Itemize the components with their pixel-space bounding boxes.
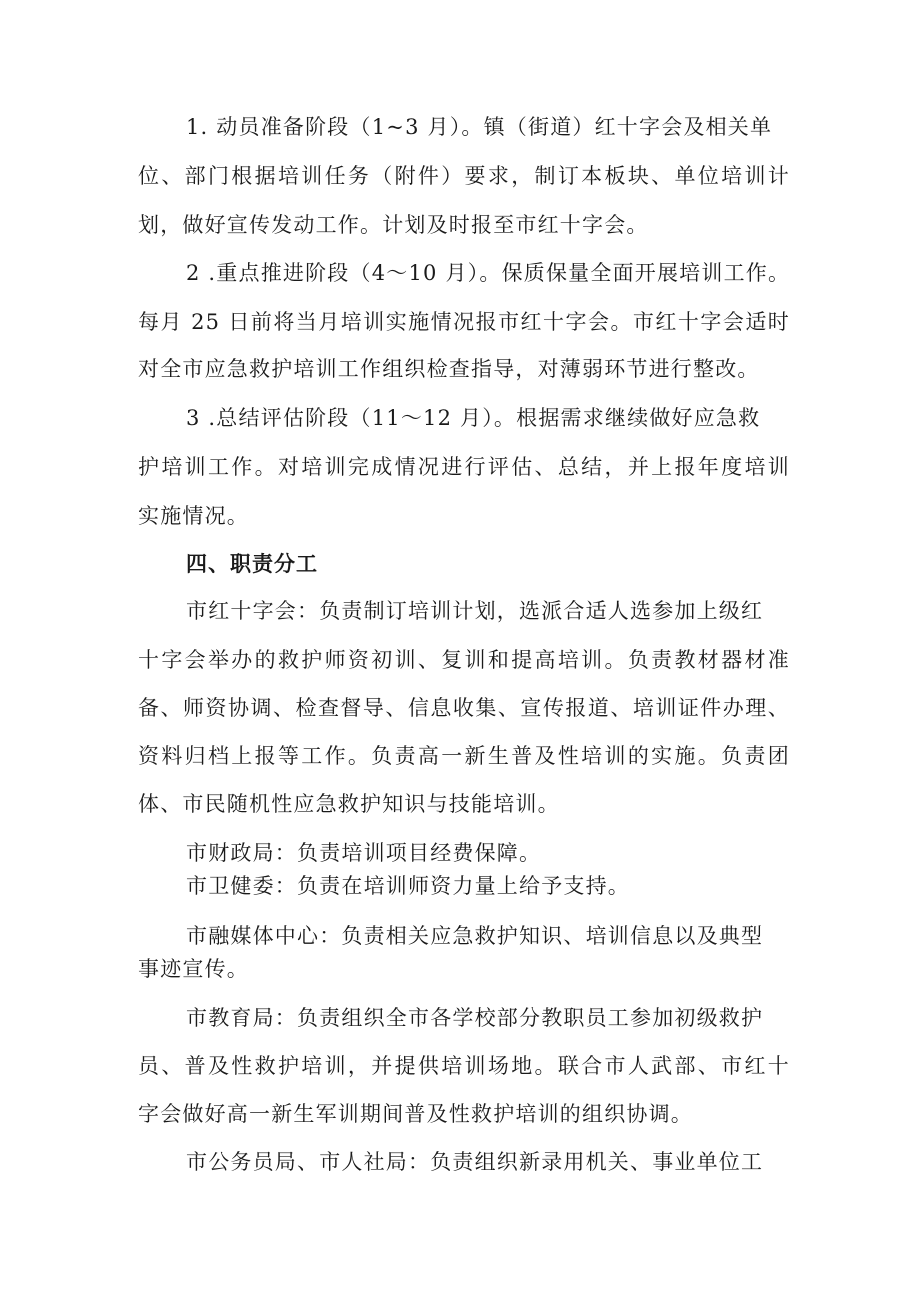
text-line: 字会做好高一新生军训期间普及性救护培训的组织协调。 [138, 1102, 693, 1126]
section-heading: 四、职责分工 [186, 552, 318, 576]
text-line: 备、师资协调、检查督导、信息收集、宣传报道、培训证件办理、 [138, 696, 790, 720]
text-line: 1. 动员准备阶段（1~3 月）。镇（街道）红十字会及相关单 [186, 115, 773, 139]
text-line: 市财政局：负责培训项目经费保障。 [186, 841, 542, 865]
text-line: 体、市民随机性应急救护知识与技能培训。 [138, 792, 560, 816]
text-line: 十字会举办的救护师资初训、复训和提高培训。负责教材器材准 [138, 648, 790, 672]
text-line: 对全市应急救护培训工作组织检查指导，对薄弱环节进行整改。 [138, 357, 760, 381]
text-line: 2 .重点推进阶段（4～10 月）。保质保量全面开展培训工作。 [186, 261, 791, 285]
text-line: 护培训工作。对培训完成情况进行评估、总结，并上报年度培训 [138, 455, 790, 479]
text-line: 资料归档上报等工作。负责高一新生普及性培训的实施。负责团 [138, 744, 790, 768]
text-line: 市公务员局、市人社局：负责组织新录用机关、事业单位工 [186, 1150, 764, 1174]
text-line: 划，做好宣传发动工作。计划及时报至市红十字会。 [138, 213, 649, 237]
text-line: 员、普及性救护培训，并提供培训场地。联合市人武部、市红十 [138, 1054, 790, 1078]
text-line: 位、部门根据培训任务（附件）要求，制订本板块、单位培训计 [138, 164, 790, 188]
text-line: 每月 25 日前将当月培训实施情况报市红十字会。市红十字会适时 [138, 310, 790, 334]
text-line: 市红十字会：负责制订培训计划，选派合适人选参加上级红 [186, 599, 764, 623]
text-line: 市融媒体中心：负责相关应急救护知识、培训信息以及典型 [186, 924, 764, 948]
text-line: 事迹宣传。 [138, 957, 249, 981]
text-line: 市教育局：负责组织全市各学校部分教职员工参加初级救护 [186, 1006, 764, 1030]
text-line: 3 .总结评估阶段（11～12 月）。根据需求继续做好应急救 [186, 406, 761, 430]
text-line: 实施情况。 [138, 504, 249, 528]
text-line: 市卫健委：负责在培训师资力量上给予支持。 [186, 874, 630, 898]
